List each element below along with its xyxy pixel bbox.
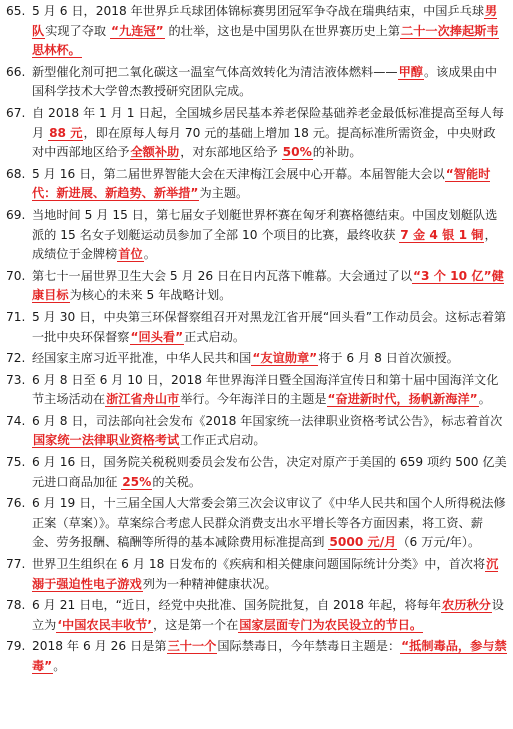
text-segment: 的关税。	[152, 474, 202, 489]
item-number: 72.	[6, 351, 26, 366]
text-segment: ，这是第一个在	[152, 617, 239, 632]
item-number: 74.	[6, 413, 26, 428]
text-segment: 6 月 8 日，司法部向社会发布《2018 年国家统一法律职业资格考试公告》，标志着首次	[32, 413, 503, 428]
highlighted-answer: 二十一次捧起斯韦思林杯。	[32, 23, 499, 58]
text-segment: 世界卫生组织在 6 月 18 日发布的《疾病和相关健康问题国际统计分类》中，首次将	[32, 557, 486, 572]
text-segment: 正式启动。	[184, 329, 246, 344]
list-item	[6, 371, 507, 410]
text-segment: 举行。今年海洋日的主题是	[180, 392, 327, 407]
text-segment: 第七十一届世界卫生大会 5 月 26 日在日内瓦落下帷幕。大会通过了以	[32, 268, 413, 283]
text-segment: 工作正式启动。	[180, 433, 266, 448]
highlighted-answer: 7 金 4 银 1 铜	[400, 227, 484, 242]
list-item	[6, 2, 507, 61]
text-segment: 经国家主席习近平批准，中华人民共和国	[32, 351, 252, 366]
highlighted-answer: 三十一个	[167, 639, 217, 654]
highlighted-answer: 男队	[32, 4, 498, 38]
item-text	[32, 104, 507, 163]
item-text	[32, 371, 507, 410]
list-item	[6, 165, 507, 204]
list-item	[6, 453, 507, 492]
text-segment: 。	[478, 392, 491, 407]
list-item	[6, 596, 507, 635]
highlighted-answer: 国家层面专门为农民设立的节日。	[239, 617, 423, 632]
highlighted-answer: ‘中国农民丰收节’	[57, 617, 152, 632]
item-text	[32, 637, 507, 676]
item-number: 75.	[6, 455, 26, 470]
highlighted-answer: 浙江省舟山市	[106, 392, 180, 407]
highlighted-answer: 首位	[118, 247, 143, 262]
highlighted-answer: “友谊勋章”	[252, 351, 318, 366]
highlighted-answer: “回头看”	[130, 329, 184, 344]
highlighted-answer: 25%	[122, 474, 152, 489]
item-text	[32, 494, 507, 553]
highlighted-answer: “奋进新时代，扬帆新海洋”	[327, 392, 478, 407]
text-segment: 5 月 30 日，中央第三环保督察组召开对黑龙江省开展“回头看”工作动员会。这标志着第一批中央环保督察	[32, 309, 507, 344]
text-segment: 5 月 6 日，2018 年世界乒乓球团体锦标赛男团冠军争夺战在瑞典结束，中国乒乓球	[32, 4, 485, 18]
highlighted-answer: “九连冠”	[111, 23, 164, 38]
highlighted-answer: 88 元	[49, 125, 83, 140]
text-segment: 将于 6 月 8 日首次颁授。	[318, 351, 459, 366]
text-segment: ，成绩位于金牌榜	[32, 227, 497, 262]
list-item	[6, 63, 507, 102]
item-number: 76.	[6, 496, 26, 511]
item-number: 79.	[6, 639, 26, 654]
item-number: 77.	[6, 557, 26, 572]
text-segment: 当地时间 5 月 15 日，第七届女子划艇世界杯赛在匈牙利赛格德结束。中国皮划艇队选派的 15 名女子划艇运动员参加了全部 10 个项目的比赛，最终收获	[32, 207, 498, 242]
list-item	[6, 104, 507, 163]
item-text	[32, 596, 507, 635]
text-segment: 2018 年 6 月 26 日是第	[32, 639, 167, 654]
text-segment: 6 月 8 日至 6 月 10 日，2018 年世界海洋日暨全国海洋宣传日和第十届中国海洋文化节主场活动在	[32, 372, 499, 407]
item-number: 68.	[6, 166, 26, 181]
text-segment: 。	[53, 659, 66, 673]
item-text	[32, 165, 507, 204]
highlighted-answer: “抵制毒品，参与禁毒”	[32, 639, 507, 673]
text-segment: 。	[143, 247, 156, 262]
text-segment: ，即在原每人每月 70 元的基础上增加 18 元。提高标准所需资金，中央财政对中西部地区给予	[32, 125, 496, 160]
item-text	[32, 453, 507, 492]
list-item	[6, 267, 507, 306]
text-segment: 为核心的未来 5 年战略计划。	[69, 288, 232, 303]
item-number: 69.	[6, 207, 26, 222]
list-item	[6, 555, 507, 594]
text-segment: 新型催化剂可把二氧化碳这一温室气体高效转化为清洁液体燃料——	[32, 64, 398, 79]
highlighted-answer: 国家统一法律职业资格考试	[33, 433, 180, 448]
list-item	[6, 206, 507, 265]
item-text	[32, 349, 507, 369]
text-segment: （6 万元/年）。	[397, 535, 481, 550]
text-segment: 6 月 16 日，国务院关税税则委员会发布公告，决定对原产于美国的 659 项约 500 亿美元进口商品加征	[32, 455, 507, 489]
item-number: 66.	[6, 64, 26, 79]
text-segment: ，对东部地区给予	[180, 145, 282, 160]
highlighted-answer: “智能时代：新进展、新趋势、新举措”	[32, 166, 491, 201]
text-segment: 列为一种精神健康状况。	[142, 576, 277, 591]
text-segment: 。该成果由中国科学技术大学曾杰教授研究团队完成。	[32, 64, 498, 99]
item-text	[32, 2, 507, 61]
item-text	[32, 555, 507, 594]
text-segment: 的壮举，这也是中国男队在世界赛历史上第	[164, 23, 401, 38]
highlighted-answer: 沉溺于强迫性电子游戏	[32, 557, 499, 591]
highlighted-answer: “3 个 10 亿”健康目标	[32, 268, 504, 303]
item-number: 71.	[6, 309, 26, 324]
item-text	[32, 308, 507, 347]
item-text	[32, 63, 507, 102]
text-segment: 国际禁毒日，今年禁毒日主题是：	[217, 639, 401, 654]
list-item	[6, 494, 507, 553]
text-segment: 6 月 21 日电，“近日，经党中央批准、国务院批复，自 2018 年起，将每年	[32, 598, 442, 613]
item-text	[32, 267, 507, 306]
item-number: 67.	[6, 105, 26, 120]
item-text	[32, 412, 507, 451]
list-item	[6, 637, 507, 676]
list-item	[6, 412, 507, 451]
highlighted-answer: 甲醇	[398, 64, 423, 79]
text-segment: 自 2018 年 1 月 1 日起，全国城乡居民基本养老保险基础养老金最低标准提高至每人每月	[32, 105, 504, 140]
list-item	[6, 308, 507, 347]
item-number: 78.	[6, 598, 26, 613]
text-segment: 实现了夺取	[45, 23, 110, 38]
text-segment: 6 月 19 日，十三届全国人大常委会第三次会议审议了《中华人民共和国个人所得税法修正案（草案）》。草案综合考虑人民群众消费支出水平增长等各方面因素，将工资、薪金、劳务报酬、稿酬等所得的基本减除费用标准提高到	[32, 496, 506, 550]
text-segment: 5 月 16 日，第二届世界智能大会在天津梅江会展中心开幕。本届智能大会以	[32, 166, 445, 181]
text-segment: 的补助。	[312, 145, 362, 160]
text-segment: 设立为	[32, 598, 504, 632]
item-number: 65.	[6, 4, 26, 18]
highlighted-answer: 全额补助	[130, 145, 180, 160]
item-number: 70.	[6, 268, 26, 283]
highlighted-answer: 农历秋分	[442, 598, 491, 613]
list-item	[6, 349, 507, 369]
highlighted-answer: 50%	[282, 145, 312, 160]
highlighted-answer: 5000 元/月	[329, 535, 397, 550]
item-text	[32, 206, 507, 265]
item-number: 73.	[6, 372, 26, 387]
text-segment: 为主题。	[199, 186, 249, 201]
